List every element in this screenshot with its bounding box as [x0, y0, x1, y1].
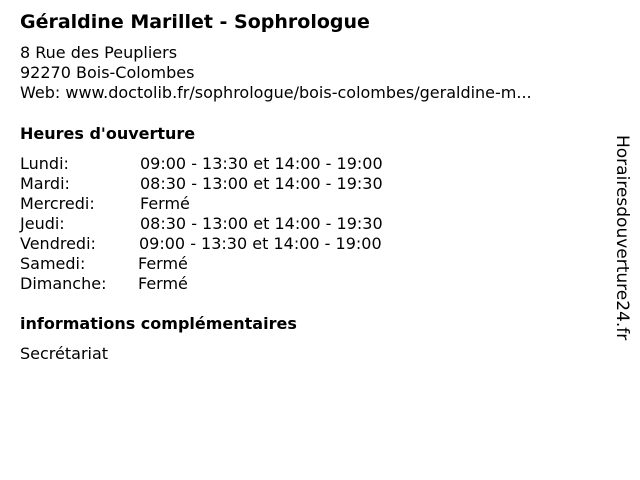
address-city: 92270 Bois-Colombes	[20, 63, 195, 82]
hours-heading: Heures d'ouverture	[20, 124, 196, 143]
info-heading: informations complémentaires	[20, 314, 297, 333]
day-label: Samedi:	[20, 254, 86, 273]
day-label: Mardi:	[20, 174, 70, 193]
day-hours: Fermé	[140, 194, 190, 213]
day-hours: 08:30 - 13:00 et 14:00 - 19:30	[140, 174, 383, 193]
day-hours: 09:00 - 13:30 et 14:00 - 19:00	[139, 234, 382, 253]
website-line: Web: www.doctolib.fr/sophrologue/bois-colombes/geraldine-m...	[20, 83, 532, 102]
day-label: Lundi:	[20, 154, 69, 173]
day-hours: 08:30 - 13:00 et 14:00 - 19:30	[140, 214, 383, 233]
day-label: Dimanche:	[20, 274, 107, 293]
business-title: Géraldine Marillet - Sophrologue	[20, 11, 370, 33]
business-address	[20, 43, 532, 103]
day-label: Vendredi:	[20, 234, 96, 253]
day-hours: Fermé	[138, 274, 188, 293]
info-text: Secrétariat	[20, 344, 109, 363]
day-label: Mercredi:	[20, 194, 95, 213]
site-watermark: Horairesdouverture24.fr	[612, 135, 632, 341]
day-label: Jeudi:	[20, 214, 65, 233]
day-hours: 09:00 - 13:30 et 14:00 - 19:00	[140, 154, 383, 173]
day-hours: Fermé	[138, 254, 188, 273]
address-street: 8 Rue des Peupliers	[20, 43, 178, 62]
